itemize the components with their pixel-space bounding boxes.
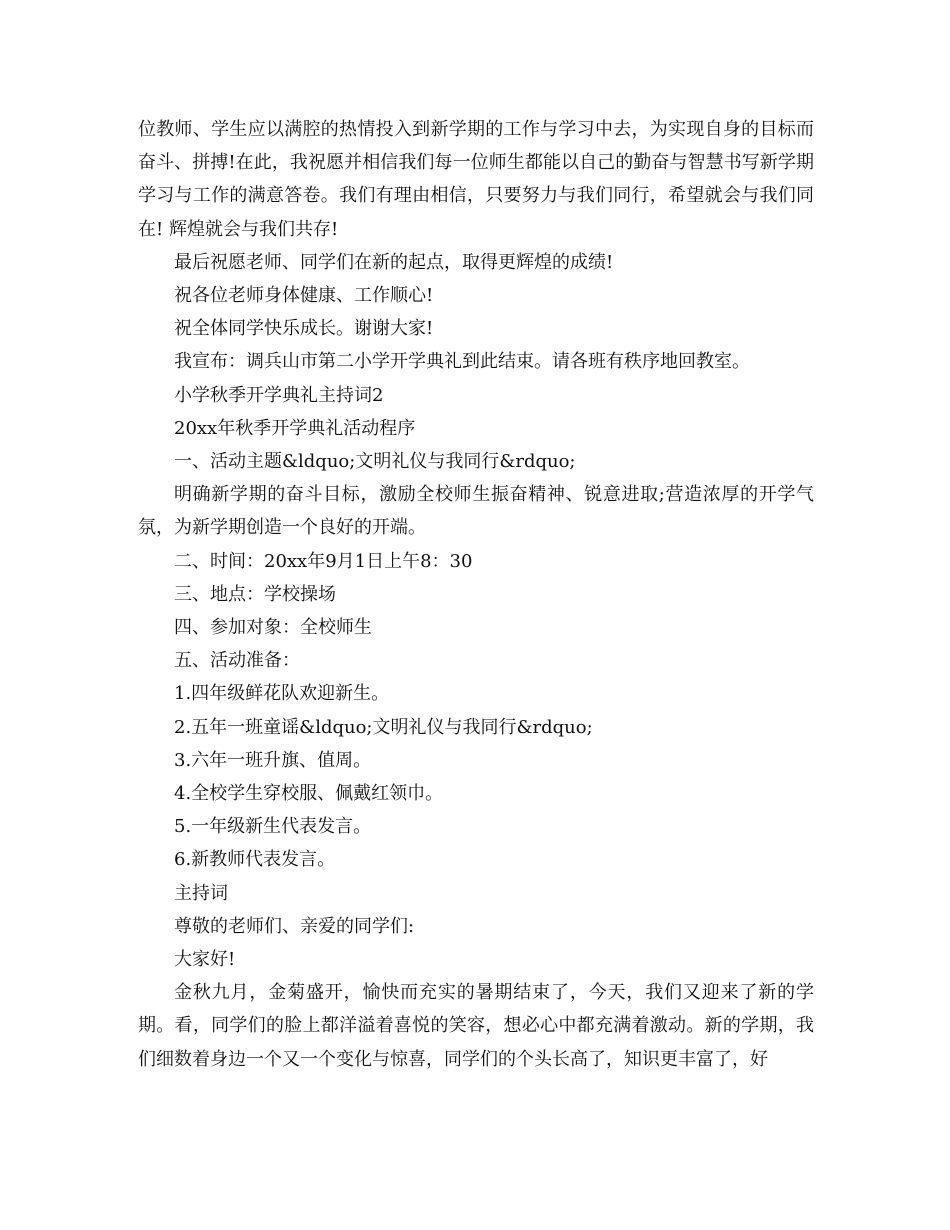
paragraph: 我宣布：调兵山市第二小学开学典礼到此结束。请各班有秩序地回教室。 xyxy=(174,351,750,373)
paragraph: 明确新学期的奋斗目标，激励全校师生振奋精神、锐意进取;营造浓厚的开学气氛，为新学期创造一个良好的开端。 xyxy=(138,484,814,539)
section-heading: 小学秋季开学典礼主持词2 xyxy=(174,384,384,406)
document-body xyxy=(138,113,814,1076)
paragraph: 四、参加对象：全校师生 xyxy=(174,617,372,639)
list-item: 3.六年一班升旗、值周。 xyxy=(174,749,372,771)
list-item: 5.一年级新生代表发言。 xyxy=(174,816,372,838)
paragraph: 祝全体同学快乐成长。谢谢大家! xyxy=(174,318,434,340)
section-heading: 主持词 xyxy=(174,882,228,904)
paragraph: 尊敬的老师们、亲爱的同学们: xyxy=(174,915,415,937)
list-item: 4.全校学生穿校服、佩戴红领巾。 xyxy=(174,783,444,805)
paragraph: 20xx年秋季开学典礼活动程序 xyxy=(174,417,416,439)
paragraph: 位教师、学生应以满腔的热情投入到新学期的工作与学习中去，为实现自身的目标而奋斗、拼搏!在此，我祝愿并相信我们每一位师生都能以自己的勤奋与智慧书写新学期学习与工作的满意答卷。我们有理由相信，只要努力与我们同行，希望就会与我们同在! 辉煌就会与我们共存! xyxy=(138,119,814,240)
paragraph: 二、时间：20xx年9月1日上午8：30 xyxy=(174,550,473,572)
paragraph: 一、活动主题&ldquo;文明礼仪与我同行&rdquo; xyxy=(174,451,576,473)
list-item: 6.新教师代表发言。 xyxy=(174,849,336,871)
paragraph: 五、活动准备： xyxy=(174,650,300,672)
list-item: 1.四年级鲜花队欢迎新生。 xyxy=(174,683,390,705)
paragraph: 大家好! xyxy=(174,949,236,971)
paragraph: 三、地点：学校操场 xyxy=(174,583,336,605)
paragraph: 祝各位老师身体健康、工作顺心! xyxy=(174,285,434,307)
list-item: 2.五年一班童谣&ldquo;文明礼仪与我同行&rdquo; xyxy=(174,716,593,738)
paragraph: 最后祝愿老师、同学们在新的起点，取得更辉煌的成绩! xyxy=(174,251,614,273)
paragraph: 金秋九月，金菊盛开，愉快而充实的暑期结束了，今天，我们又迎来了新的学期。看，同学们的脸上都洋溢着喜悦的笑容，想必心中都充满着激动。新的学期，我们细数着身边一个又一个变化与惊喜，同学们的个头长高了，知识更丰富了，好 xyxy=(138,982,814,1070)
